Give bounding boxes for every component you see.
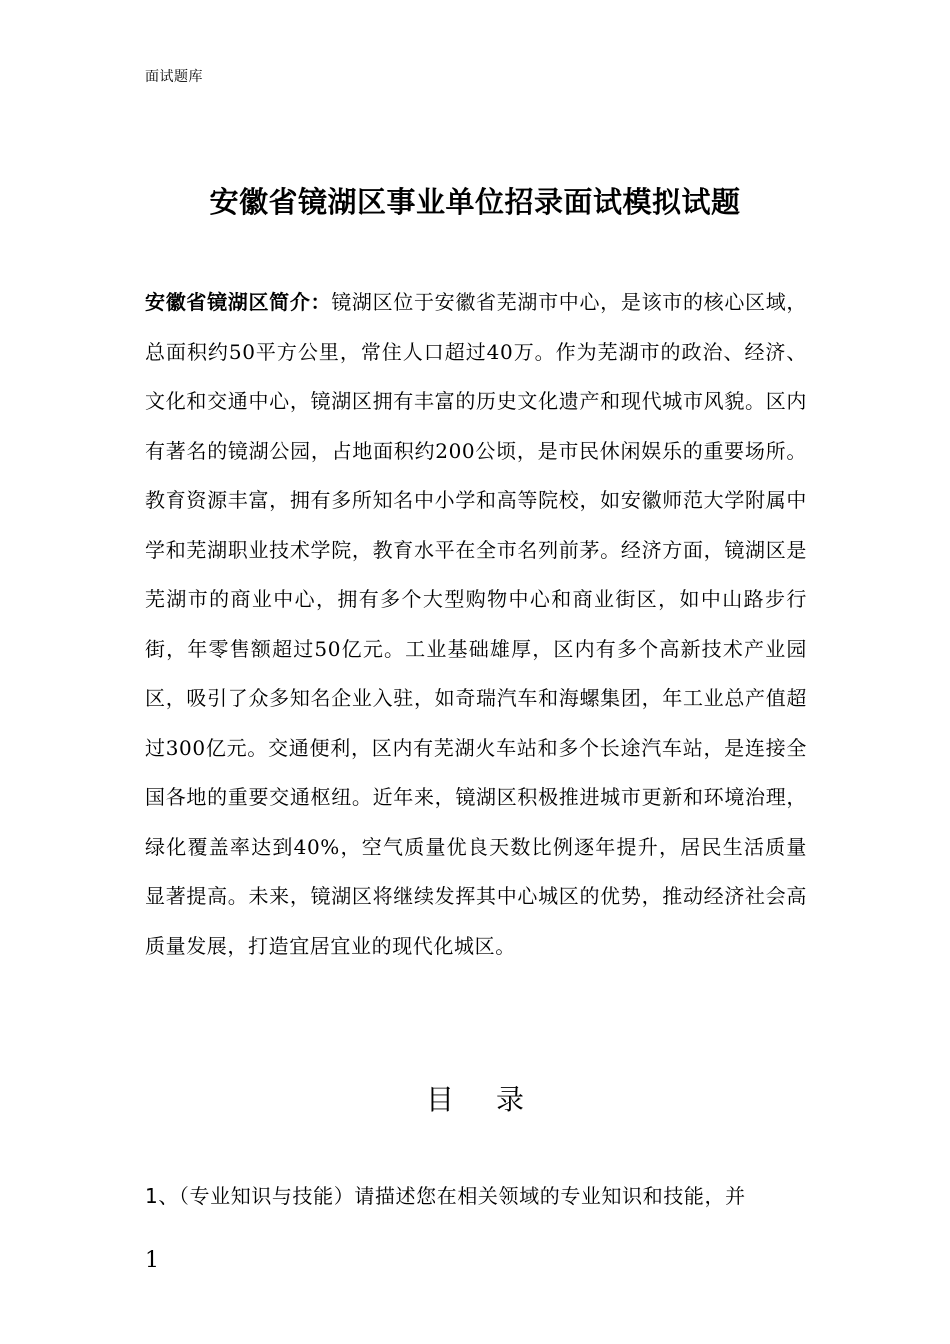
intro-label: 安徽省镜湖区简介： xyxy=(145,290,332,314)
toc-heading-char-1: 目 xyxy=(425,1083,454,1116)
document-title: 安徽省镜湖区事业单位招录面试模拟试题 xyxy=(209,185,741,219)
intro-paragraph xyxy=(145,278,807,971)
page-number: 1 xyxy=(145,1248,159,1273)
toc-heading-char-2: 录 xyxy=(496,1083,525,1116)
intro-body: 镜湖区位于安徽省芜湖市中心，是该市的核心区域，总面积约50平方公里，常住人口超过40万。作为芜湖市的政治、经济、文化和交通中心，镜湖区拥有丰富的历史文化遗产和现代城市风貌。区内有著名的镜湖公园，占地面积约200公顷，是市民休闲娱乐的重要场所。教育资源丰富，拥有多所知名中小学和高等院校，如安徽师范大学附属中学和芜湖职业技术学院，教育水平在全市名列前茅。经济方面，镜湖区是芜湖市的商业中心，拥有多个大型购物中心和商业街区，如中山路步行街，年零售额超过50亿元。工业基础雄厚，区内有多个高新技术产业园区，吸引了众多知名企业入驻，如奇瑞汽车和海螺集团，年工业总产值超过300亿元。交通便利，区内有芜湖火车站和多个长途汽车站，是连接全国各地的重要交通枢纽。近年来，镜湖区积极推进城市更新和环境治理，绿化覆盖率达到40%，空气质量优良天数比例逐年提升，居民生活质量显著提高。未来，镜湖区将继续发挥其中心城区的优势，推动经济社会高质量发展，打造宜居宜业的现代化城区。 xyxy=(145,290,807,958)
page-header: 面试题库 xyxy=(145,69,203,85)
toc-heading xyxy=(0,1078,950,1118)
toc-item[interactable]: 1、（专业知识与技能）请描述您在相关领域的专业知识和技能，并 xyxy=(145,1184,746,1208)
